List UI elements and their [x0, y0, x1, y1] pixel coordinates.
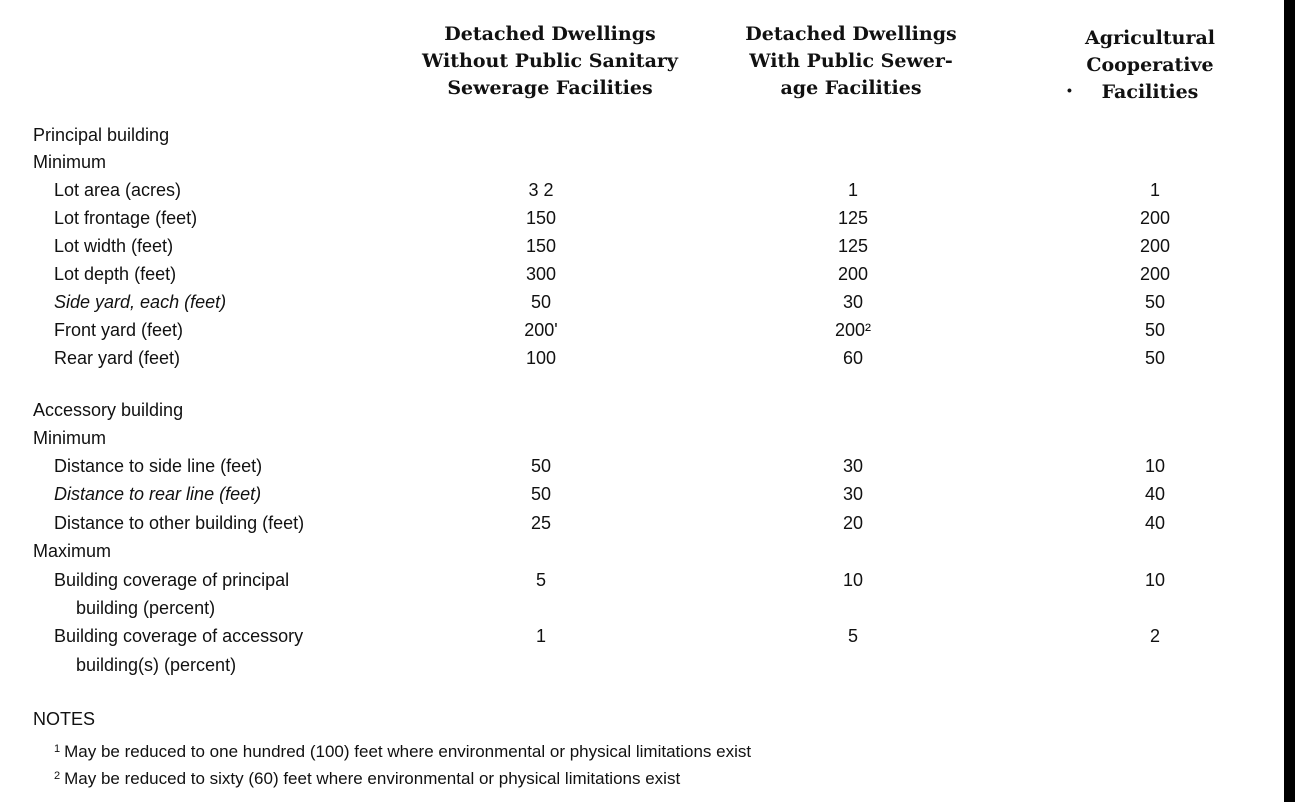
table-row	[0, 538, 1284, 565]
row-label: Lot width (feet)	[54, 236, 174, 256]
table-row	[0, 345, 1284, 372]
table-row	[0, 205, 1284, 232]
cell-value: 25	[530, 513, 552, 533]
cell-value: 50	[530, 292, 552, 312]
table-row	[0, 122, 1284, 149]
subsection-heading: Minimum	[33, 428, 107, 448]
section-heading: Principal building	[33, 125, 170, 145]
row-label: Distance to other building (feet)	[54, 513, 305, 533]
row-label: Distance to rear line (feet)	[54, 484, 262, 504]
table-row	[0, 510, 1284, 537]
cell-value: 10	[1144, 570, 1166, 590]
row-label: Rear yard (feet)	[54, 348, 181, 368]
section-heading: Accessory building	[33, 400, 184, 420]
footnote-marker: 2	[54, 770, 61, 782]
cell-value: 3 2	[528, 180, 554, 200]
cell-value: 300	[525, 264, 557, 284]
table-row	[0, 481, 1284, 508]
subsection-heading: Maximum	[33, 541, 112, 561]
table-row	[0, 567, 1284, 594]
header-line: With Public Sewer-	[749, 50, 953, 72]
row-label: Building coverage of principal	[54, 570, 290, 590]
cell-value: 50	[1144, 320, 1166, 340]
cell-value: 30	[842, 484, 864, 504]
row-label: Lot area (acres)	[54, 180, 182, 200]
scan-edge-bar	[1284, 0, 1295, 802]
cell-value: 5	[535, 570, 546, 590]
subsection-heading: Minimum	[33, 152, 107, 172]
table-row	[0, 233, 1284, 260]
cell-value: 125	[837, 236, 869, 256]
cell-value: 2	[1149, 626, 1160, 646]
cell-value: 200	[1139, 208, 1171, 228]
row-label-continuation: building (percent)	[76, 598, 216, 618]
cell-value: 50	[1144, 292, 1166, 312]
header-line: Detached Dwellings	[444, 23, 656, 45]
cell-value: 1	[847, 180, 858, 200]
table-row	[0, 652, 1284, 679]
cell-value: 200	[1139, 236, 1171, 256]
cell-value: 30	[842, 456, 864, 476]
table-row	[0, 261, 1284, 288]
notes-heading: NOTES	[33, 709, 96, 729]
cell-value: 40	[1144, 513, 1166, 533]
cell-value: 50	[1144, 348, 1166, 368]
column-header-agricultural	[1070, 25, 1230, 106]
cell-value: 200'	[524, 320, 558, 340]
row-label-continuation: building(s) (percent)	[76, 655, 237, 675]
cell-value: 200	[1139, 264, 1171, 284]
table-row	[0, 595, 1284, 622]
row-label: Front yard (feet)	[54, 320, 184, 340]
header-line: Detached Dwellings	[745, 23, 957, 45]
cell-value: 60	[842, 348, 864, 368]
table-row	[0, 317, 1284, 344]
row-label: Side yard, each (feet)	[54, 292, 227, 312]
header-line: Facilities	[1101, 81, 1199, 103]
cell-value: 200	[837, 264, 869, 284]
column-header-without-sewer	[420, 21, 680, 102]
cell-value: 5	[847, 626, 858, 646]
cell-value: 40	[1144, 484, 1166, 504]
footnote-marker: 1	[54, 743, 61, 755]
header-line: Without Public Sanitary	[422, 50, 678, 72]
cell-value: 20	[842, 513, 864, 533]
cell-value: 150	[525, 236, 557, 256]
header-line: Agricultural	[1085, 27, 1215, 49]
cell-value: 200²	[834, 320, 872, 340]
cell-value: 150	[525, 208, 557, 228]
footnote-text: May be reduced to one hundred (100) feet where environmental or physical limitations exist	[64, 742, 752, 761]
table-row	[0, 289, 1284, 316]
table-row	[0, 149, 1284, 176]
cell-value: 1	[1149, 180, 1160, 200]
cell-value: 50	[530, 456, 552, 476]
column-header-with-sewer	[726, 21, 976, 102]
header-line: Cooperative	[1086, 54, 1214, 76]
row-label: Lot depth (feet)	[54, 264, 177, 284]
bullet-mark: •	[1067, 82, 1072, 98]
row-label: Distance to side line (feet)	[54, 456, 263, 476]
cell-value: 10	[842, 570, 864, 590]
cell-value: 125	[837, 208, 869, 228]
footnote-text: May be reduced to sixty (60) feet where environmental or physical limitations exist	[64, 769, 681, 788]
table-row	[0, 397, 1284, 424]
header-line: Sewerage Facilities	[447, 77, 653, 99]
footnote-1	[54, 737, 751, 764]
table-row	[0, 623, 1284, 650]
header-line: age Facilities	[780, 77, 922, 99]
table-row	[0, 177, 1284, 204]
cell-value: 50	[530, 484, 552, 504]
cell-value: 10	[1144, 456, 1166, 476]
cell-value: 100	[525, 348, 557, 368]
footnote-2	[54, 764, 680, 791]
cell-value: 1	[535, 626, 546, 646]
row-label: Building coverage of accessory	[54, 626, 304, 646]
table-row	[0, 425, 1284, 452]
table-row	[0, 453, 1284, 480]
row-label: Lot frontage (feet)	[54, 208, 198, 228]
cell-value: 30	[842, 292, 864, 312]
